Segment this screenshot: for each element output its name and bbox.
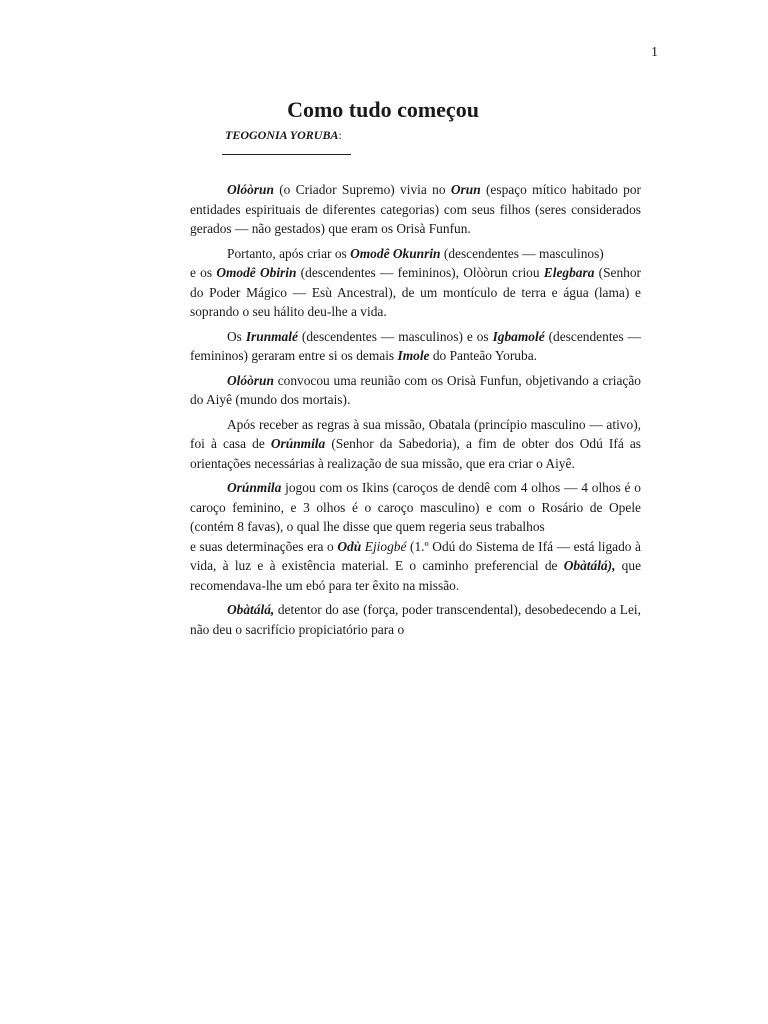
- paragraph-5-text-2: (Senhor da Sabedoria), a fim de obter dos Odú Ifá as orientações necessárias à realização de sua missão, que era criar o Aiyê.: [190, 436, 642, 471]
- paragraph-5-text-1: Após receber as regras à sua missão, Obatala (princípio masculino — ativo), foi à casa de: [190, 416, 641, 451]
- paragraph-7: [190, 600, 641, 639]
- term-obatala: Obàtálá),: [563, 558, 616, 573]
- paragraph-3: [190, 327, 641, 366]
- term-omode-obirin: Omodê Obirin: [216, 265, 297, 280]
- paragraph-3-text-1: Os: [227, 328, 246, 344]
- paragraph-1: [190, 180, 641, 239]
- term-ejiogbe: Ejiogbé: [361, 538, 407, 554]
- term-orunmila: Orúnmila: [270, 436, 326, 451]
- paragraph-2-text-4: (descendentes — femininos), Olòòrun criou: [296, 265, 544, 280]
- term-orun: Orun: [450, 182, 481, 197]
- paragraph-5: [190, 415, 641, 474]
- paragraph-3-text-3: (descendentes — femininos) geraram entre si os demais: [190, 328, 642, 363]
- term-irunmale: Irunmalé: [245, 328, 298, 344]
- paragraph-6-text-4: que recomendava-lhe um ebó para ter êxito na missão.: [190, 558, 642, 593]
- paragraph-4-text-1: convocou uma reunião com os Orisà Funfun, objetivando a criação do Aiyê (mundo dos mortais).: [190, 372, 641, 407]
- term-orunmila: Orúnmila: [227, 480, 282, 495]
- paragraph-2-text-1: Portanto, após criar os: [227, 245, 351, 261]
- subtitle-text: TEOGONIA YORUBA: [225, 128, 339, 142]
- paragraph-6-text-2: e suas determinações era o: [190, 538, 338, 554]
- document-title: [0, 97, 768, 123]
- term-imole: Imole: [397, 348, 430, 363]
- paragraph-2-text-3: e os: [190, 265, 217, 280]
- term-odu: Odù: [337, 538, 362, 554]
- paragraph-1-text-2: (espaço mítico habitado por entidades espirituais de diferentes categorias) com seus filhos (seres considerados gerados — não gestados) que eram os Orisà Funfun.: [190, 182, 641, 236]
- paragraph-1-text-1: (o Criador Supremo) vivia no: [273, 182, 451, 197]
- paragraph-3-text-4: do Panteão Yoruba.: [429, 348, 537, 363]
- paragraph-2: [190, 244, 641, 322]
- paragraph-6-text-1: jogou com os Ikins (caroços de dendê com 4 olhos — 4 olhos é o caroço feminino, e 3 olhos é o caroço masculino) e com o Rosário de Opele (contém 8 favas), o qual lhe disse que quem regeria seus trabalhos: [190, 480, 641, 534]
- paragraph-6: [190, 478, 641, 595]
- subtitle-colon: :: [338, 128, 342, 142]
- document-body: [190, 180, 641, 644]
- paragraph-7-text-1: detentor do ase (força, poder transcendental), desobedecendo a Lei, não deu o sacrifício propiciatório para o: [190, 602, 641, 637]
- term-omode-okunrin: Omodê Okunrin: [350, 245, 441, 261]
- term-elegbara: Elegbara: [543, 265, 595, 280]
- term-oloorun: Olóòrun: [227, 182, 274, 197]
- paragraph-3-text-2: (descendentes — masculinos) e os: [297, 328, 493, 344]
- paragraph-6-text-3: (1.º Odú do Sistema de Ifá — está ligado à vida, à luz e à existência material. E o caminho preferencial de: [190, 538, 642, 573]
- subtitle-underline: [222, 154, 351, 155]
- paragraph-4: [190, 371, 641, 410]
- term-oloorun: Olóòrun: [227, 372, 274, 388]
- page-number: 1: [651, 45, 658, 60]
- document-title-text: Como tudo começou: [287, 97, 479, 122]
- term-igbamole: Igbamolé: [492, 328, 545, 344]
- document-subtitle: [225, 128, 342, 143]
- term-obatala: Obàtálá,: [227, 602, 275, 617]
- paragraph-2-text-5: (Senhor do Poder Mágico — Esù Ancestral), de um montículo de terra e água (lama) e soprando o seu hálito deu-lhe a vida.: [190, 265, 642, 319]
- paragraph-2-text-2: (descendentes — masculinos): [440, 245, 604, 261]
